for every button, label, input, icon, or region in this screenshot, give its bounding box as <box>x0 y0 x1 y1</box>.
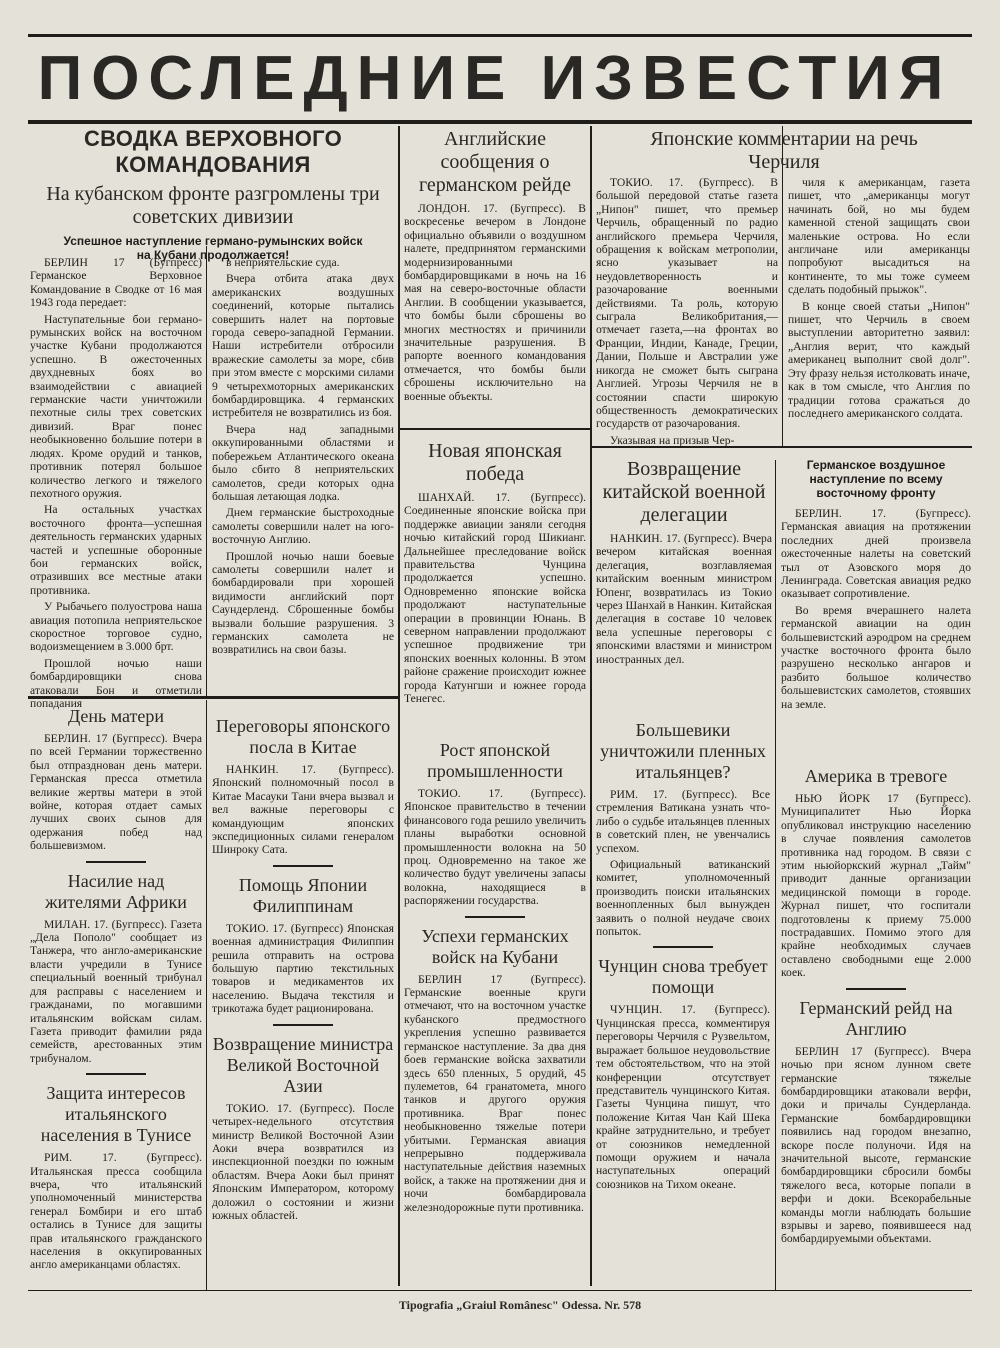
bottom-column-1 <box>30 706 202 1290</box>
svodka-article <box>28 126 398 262</box>
kuban-success-headline: Успехи германских войск на Кубани <box>421 925 569 967</box>
minister-return-headline: Возвращение министра Великой Восточной Азии <box>212 1033 394 1096</box>
svodka-p7: Вчера отбита атака двух американских воздушных соединений, которые пытались совершить налет на портовые города северо-западной Германии. Наши истребители отбросили вражеские самолеты за море, сбив при этом вместе с морскими силами 9 четырехмоторных американских бомбардировщика. 4 германских истребителя не возвратились из боя. <box>212 272 394 420</box>
japan-comments-p2: Указывая на призыв Чер- <box>610 433 735 447</box>
raid-england-headline: Германский рейд на Англию <box>799 997 953 1039</box>
divider <box>653 946 713 948</box>
printer-imprint: Tipografia „Graiul Românesc" Odessa. Nr. 578 <box>398 1298 642 1312</box>
divider <box>273 865 333 867</box>
tunisia-text: РИМ. 17. (Бугпресс). Итальянская пресса сообщила вчера, что итальянский уполномоченный министерства генерал Бомбири и его штаб остались в Тунисе для защиты прав итальянского гражданского населения в оккупированных англо американцами областях. <box>30 1151 202 1272</box>
column-rule-1 <box>206 246 207 696</box>
bottom-column-5 <box>781 766 971 1290</box>
column-rule-3 <box>590 126 592 1286</box>
english-reports-headline: Английские сообщения о германском рейде <box>418 128 572 196</box>
prisoners-headline: Большевики уничтожили пленных итальянцев? <box>600 720 766 782</box>
bottom-rule <box>28 1290 972 1291</box>
masthead: ПОСЛЕДНИЕ ИЗВЕСТИЯ <box>37 44 953 113</box>
industry-text: ТОКИО. 17. (Бугпресс). Японское правительство в течении финансового года решило увеличить планы выработки основной промышленности волокна на 50 проц. Одновременно на такое же количество будут увеличены запасы волокна, находящиеся в распоряжении государства. <box>404 787 586 908</box>
svodka-p8: Вчера над западными оккупированными областями и побережьем Атлантического океана было сбито 8 неприятельских самолетов, среди которых одна большая летающая лодка. <box>212 422 394 503</box>
svodka-p10: Прошлой ночью наши боевые самолеты совершили налет и бомбардировали при хорошей видимости английский порт Саундерленд. Сброшенные бомбы вызвали большие разрушения. 3 германских самолета не возвратились на свои базы. <box>212 549 394 657</box>
air-offensive-p1: БЕРЛИН. 17. (Бугпресс). Германская авиация на протяжении последних дней произвела ожесточенные налеты на советский тыл от Азовского моря до Ленинграда. Советская авиация редко оказывает сопротивление. <box>781 507 971 601</box>
svodka-text-left <box>30 256 202 710</box>
divider <box>846 988 906 990</box>
svodka-p5: Прошлой ночью наши бомбардировщики снова атаковали Бон и отметили попадания <box>30 656 202 710</box>
svodka-p2: Наступательные бои германо-румынских войск на восточном участке Кубани продолжаются успешно. В ожесточенных двухдневных боях во взаимодействии с авиацией германские части уничтожили пехотные силы трех советских дивизий. Враг понес необыкновенно большие потери в людях. Кроме орудий и танков, противник потерял большое количество легкого и тяжелого пехотного оружия. <box>30 312 202 500</box>
industry-headline: Рост японской промышленности <box>427 740 563 781</box>
bottom-column-3 <box>404 740 586 1290</box>
philippines-headline: Помощь Японии Филиппинам <box>238 874 368 916</box>
column-rule-6 <box>775 460 776 1290</box>
divider <box>86 1073 146 1075</box>
column-rule-2 <box>398 126 400 1286</box>
top-rule <box>28 34 972 37</box>
africa-headline: Насилие над жителями Африки <box>45 870 187 912</box>
japan-victory-text: ШАНХАЙ. 17. (Бугпресс). Соединенные японские войска при поддержке авиации заняли сегодня ночью китайский город Шикианг. Дальнейшее преследование войск правительства Чунцина продолжается успешно. Одновременно японские войска продолжают наступательные операции в провинции Юнань. В северном направлении продолжают успешное продвижение три японских военных колонны. В этом районе сражение происходит южнее города Катунгши и южнее города Тенегес. <box>404 491 586 706</box>
raid-england-text: БЕРЛИН 17 (Бугпресс). Вчера ночью при ясном лунном свете германские тяжелые бомбардировщики атаковали верфи, доки и причалы Сундерланда. Германские бомбардировщики появились над городом внезапно, вскоре после полуночи. Идя на значительной высоте, германские бомбардировщики сбросили бомбы тяжелого веса, которые попали в верфи и доки. Всекорабельные команды могли наблюдать большие взрывы и зарево, появившееся над бомбардируемыми объектами. <box>781 1044 971 1246</box>
divider <box>465 916 525 918</box>
japan-comments-text-right <box>788 176 970 442</box>
chinese-delegation-text: НАНКИН. 17. (Бугпресс). Вчера вечером китайская военная делегация, возглавляемая китайским военным министром Юпенг, возвратилась из Токио через Шанхай в Нанкин. Китайская делегация в составе 10 человек вела успешные переговоры с японскими властями и министром иностранных дел. <box>596 532 772 666</box>
chungking-text: ЧУНЦИН. 17. (Бугпресс). Чунцинская пресса, комментируя переговоры Черчиля с Рузвельтом, выражает большое неудовольствие тем обстоятельством, что на этой конференции отсутствует представитель чунцинского Китая. Газеты Чунцина пишут, что положение Китая Чан Кай Шека крайне затруднительно, и требует от союзников немедленной помощи оружием и начала наступательных операций союзников на Тихом океане. <box>596 1003 770 1191</box>
svodka-subhead: На кубанском фронте разгромлены три советских дивизии <box>46 183 380 228</box>
chungking-headline: Чунцин снова требует помощи <box>598 956 768 998</box>
air-offensive-p2: Во время вчерашнего налета германской авиации на один большевистский аэродром на среднем участке восточного фронта было разрушено несколько ангаров и разбито большое количество большевистских самолетов, стоявших на земле. <box>781 603 971 711</box>
africa-text: МИЛАН. 17. (Бугпресс). Газета „Дела Пополо" сообщает из Танжера, что англо-американские власти учредили в Тунисе специальный военный трибунал для расправы с населением и гражданами, по могавшими итальянским войскам силам. Газета приводит фамилии ряда семейств, арестованных этим трибуналом. <box>30 917 202 1065</box>
svodka-lead: Успешное наступление германо-румынских войск на Кубани продолжается! <box>63 234 363 262</box>
kuban-success-text: БЕРЛИН 17 (Бугпресс). Германские военные круги отмечают, что на восточном участке кубанского предмостного укрепления успешно развивается германское наступление. За два дня боев германские войска захватили здесь 650 пленных, 5 орудий, 45 пулеметов, 64 гранатомета, много танков и другого оружия противника. Враг понес необыкновенно тяжелые потери убитыми. Германская авиация непрерывно поддерживала наступательные действия наземных войск, а также на протяжении дня и ночи бомбардировала железнодорожные пути противника. <box>404 972 586 1214</box>
svodka-text-right <box>212 256 394 692</box>
japan-victory-article <box>404 440 586 716</box>
divider <box>86 861 146 863</box>
japan-comments-p1: ТОКИО. 17. (Бугпресс). В большой передовой статье газета „Нипон" пишет, что премьер Черчиль, обращенный по радио английского премьера Черчиля, обращения к войскам метрополии, ясно указывает на неудовлетворенность и разочарование военными действиями. Та роль, которую сыграла Великобритания,—отмечает газета,—на фронтах во Франции, Индии, Канаде, Греции, Дании, Польше и Австралии уже никогда не сможет быть сыграна Англией. Угрозы Черчиля не в состоянии спасти широкую общественность демократических государств от разочарования. <box>596 176 778 431</box>
japan-comments-headline: Японские комментарии на речь Черчиля <box>650 128 918 173</box>
japan-comments-p4: В конце своей статьи „Нипон" пишет, что Черчиль в своем выступлении авторитетно заявил: „Англия верит, что каждый американец выполнит свой долг". Эту фразу нельзя истолковать иначе, как в том смысле, что Англия по традиции готова сражаться до последнего американского солдата. <box>788 299 970 420</box>
bottom-column-4 <box>596 720 770 1290</box>
prisoners-text: РИМ. 17. (Бугпресс). Все стремления Ватикана узнать что-либо о судьбе итальянцев пленных в советский плен, не увенчались успехом. <box>596 788 770 855</box>
air-offensive-headline: Германское воздушное наступление по всему восточному фронту <box>806 458 946 500</box>
chinese-delegation-headline: Возвращение китайской военной делегации <box>602 458 766 526</box>
section-rule-mid3 <box>400 428 590 430</box>
prisoners-text-2: Официальный ватиканский комитет, уполномоченный производить поиски итальянских военнопленных был вынужден заявить о полной неудаче своих попыток. <box>596 858 770 939</box>
svodka-headline: СВОДКА ВЕРХОВНОГО КОМАНДОВАНИЯ <box>83 126 343 177</box>
minister-return-text: ТОКИО. 17. (Бугпресс). После четырех-недельного отсутствия министр Великой Восточной Азии Аоки вчера возвратился из инспекционной поездки по южным областям. Вчера Аоки был принят Японским Императором, которому доложил о состоянии и жизни южных областей. <box>212 1101 394 1222</box>
japan-comments-text-left <box>596 176 778 447</box>
english-reports-article <box>404 128 586 424</box>
america-text: НЬЮ ЙОРК 17 (Бугпресс). Муниципалитет Нью Йорка опубликовал инструкцию населению в случае появления самолетов противника над городом. В связи с этим ньюйоркский журнал „Тайм" приводит данные организации медицинской помощи в городе. Журнал пишет, что госпитали подготовлены к приему 75.000 пострадавших. Помимо этого для крайне необходимых случаев оставлено свободными еще 2.000 коек. <box>781 792 971 980</box>
mothers-day-headline: День матери <box>67 706 165 726</box>
tunisia-headline: Защита интересов итальянского населения в Тунисе <box>40 1083 192 1146</box>
japan-envoy-text: НАНКИН. 17. (Бугпресс). Японский полномочный посол в Китае Масауки Тани вчера вызвал и вел важные переговоры с командующим японских экспедиционных силами генералом Шинроку Сата. <box>212 763 394 857</box>
svodka-p4: У Рыбачьего полуострова наша авиация потопила неприятельское скоростное торговое судно, водоизмещением в 3.000 брт. <box>30 600 202 654</box>
mothers-day-text: БЕРЛИН. 17 (Бугпресс). Вчера по всей Германии торжественно был отпразднован день матери. Германская пресса отметила великие жертвы матери в этой войне, которая отдает самых лучших своих сынов для одержания побед над большевизмом. <box>30 732 202 853</box>
philippines-text: ТОКИО. 17. (Бугпресс) Японская военная администрация Филиппин решила отправить на острова большую партию текстильных товаров и медикаментов их населению. Выдача текстиля и трикотажа будет рационирована. <box>212 921 394 1016</box>
japan-victory-headline: Новая японская победа <box>428 440 562 485</box>
divider <box>273 1024 333 1026</box>
masthead-rule <box>28 120 972 124</box>
svodka-p1: БЕРЛИН 17 (Бугпресс) Германское Верховное Командование в Сводке от 16 мая 1943 года передает: <box>30 256 202 310</box>
chinese-delegation-article <box>596 458 772 708</box>
column-rule-5 <box>206 700 207 1290</box>
air-offensive-article <box>781 458 971 754</box>
bottom-column-2 <box>212 716 394 1290</box>
english-reports-text: ЛОНДОН. 17. (Бугпресс). В воскресенье вечером в Лондоне официально объявили о воздушном налете, предпринятом германскими модернизированными бомбардировщиками в ночь на 16 мая на северо-восточные области Англии. В сообщении указывается, что бомбы были сброшены во многих местностях и причинили значительные разрушения. В рапорте военного командования отмечается, что бомбы были сброшены исключительно на военные объекты. <box>404 202 586 403</box>
svodka-p9: Днем германские быстроходные самолеты совершили налет на юго-восточную Англию. <box>212 506 394 547</box>
japan-comments-article <box>596 128 972 178</box>
svodka-p3: На остальных участках восточного фронта—успешная деятельность германских ударных частей и успешные оборонные бои германских войск, отразивших все местные атаки противника. <box>30 503 202 597</box>
svodka-p6: в неприятельские суда. <box>226 256 340 269</box>
america-headline: Америка в тревоге <box>804 766 948 786</box>
japan-envoy-headline: Переговоры японского посла в Китае <box>215 716 391 757</box>
japan-comments-p3: чиля к американцам, газета пишет, что „американцы могут начинать бой, но мы будем каменной стеной защищать свои маленькие острова. Но если англичане или американцы попробуют высадиться на континенте, то мы тоже сумеем сделать подобный прыжок". <box>788 176 970 297</box>
